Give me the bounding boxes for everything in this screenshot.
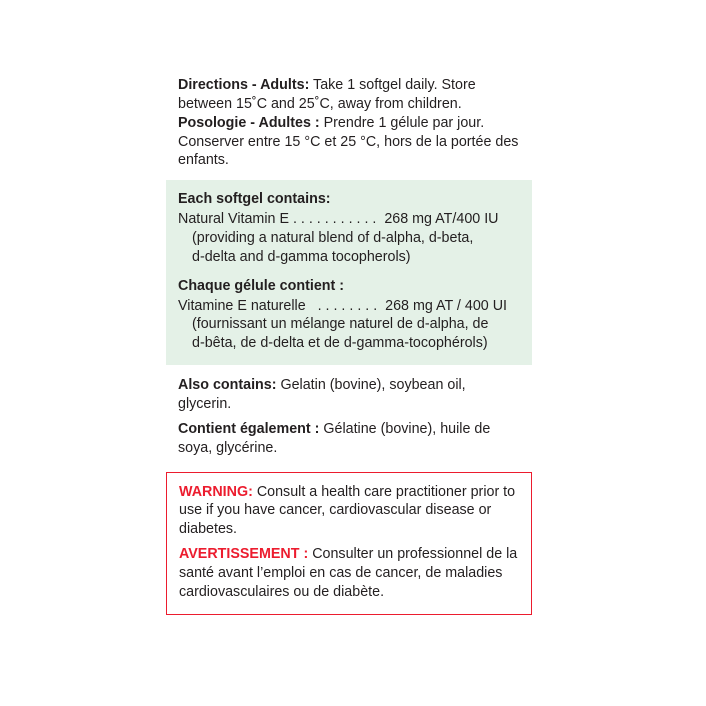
directions-english bbox=[178, 76, 532, 114]
softgel-ingredient-french: Vitamine E naturelle . . . . . . . . 268 mg AT / 400 UI bbox=[178, 297, 507, 314]
softgel-contents-section bbox=[166, 180, 532, 365]
also-contains-section bbox=[166, 365, 532, 469]
softgel-ingredient-english-detail-1: (providing a natural blend of d-alpha, d-beta, bbox=[192, 230, 474, 247]
warning-french-text: Consulter un professionnel de la santé avant l’emploi en cas de cancer, de maladies cardiovasculaires ou de diabète. bbox=[179, 546, 518, 600]
also-contains-english-text: Gelatin (bovine), soybean oil, glycerin. bbox=[178, 377, 466, 413]
warning-french bbox=[179, 545, 519, 602]
warning-english-text: Consult a health care practitioner prior to use if you have cancer, cardiovascular disease or diabetes. bbox=[179, 483, 516, 538]
warning-english bbox=[179, 483, 519, 540]
also-contains-french bbox=[178, 420, 520, 458]
also-contains-english-lead: Also contains: bbox=[178, 377, 277, 394]
directions-french-text: Prendre 1 gélule par jour. Conserver entre 15 °C et 25 °C, hors de la portée des enfants. bbox=[178, 114, 519, 169]
also-contains-english bbox=[178, 376, 520, 414]
warning-french-lead: AVERTISSEMENT : bbox=[179, 546, 309, 563]
softgel-heading-english: Each softgel contains: bbox=[178, 191, 331, 208]
directions-section bbox=[166, 76, 532, 180]
also-contains-french-text: Gélatine (bovine), huile de soya, glycérine. bbox=[178, 420, 491, 456]
softgel-ingredient-english: Natural Vitamin E . . . . . . . . . . . 268 mg AT/400 IU bbox=[178, 211, 499, 228]
supplement-label-panel bbox=[166, 76, 532, 615]
softgel-heading-french: Chaque gélule contient : bbox=[178, 277, 345, 294]
also-contains-french-lead: Contient également : bbox=[178, 420, 320, 437]
warning-english-lead: WARNING: bbox=[179, 483, 253, 500]
softgel-ingredient-french-detail-2: d-bêta, de d-delta et de d-gamma-tocophérols) bbox=[192, 335, 488, 352]
softgel-ingredient-english-detail-2: d-delta and d-gamma tocopherols) bbox=[192, 248, 411, 265]
directions-english-lead: Directions - Adults: bbox=[178, 77, 310, 93]
directions-french-lead: Posologie - Adultes : bbox=[178, 114, 320, 131]
directions-english-text: Take 1 softgel daily. Store between 15˚C and 25˚C, away from children. bbox=[178, 77, 476, 112]
directions-french bbox=[178, 114, 532, 171]
softgel-ingredient-french-detail-1: (fournissant un mélange naturel de d-alpha, de bbox=[192, 316, 489, 333]
warning-section bbox=[166, 472, 532, 615]
